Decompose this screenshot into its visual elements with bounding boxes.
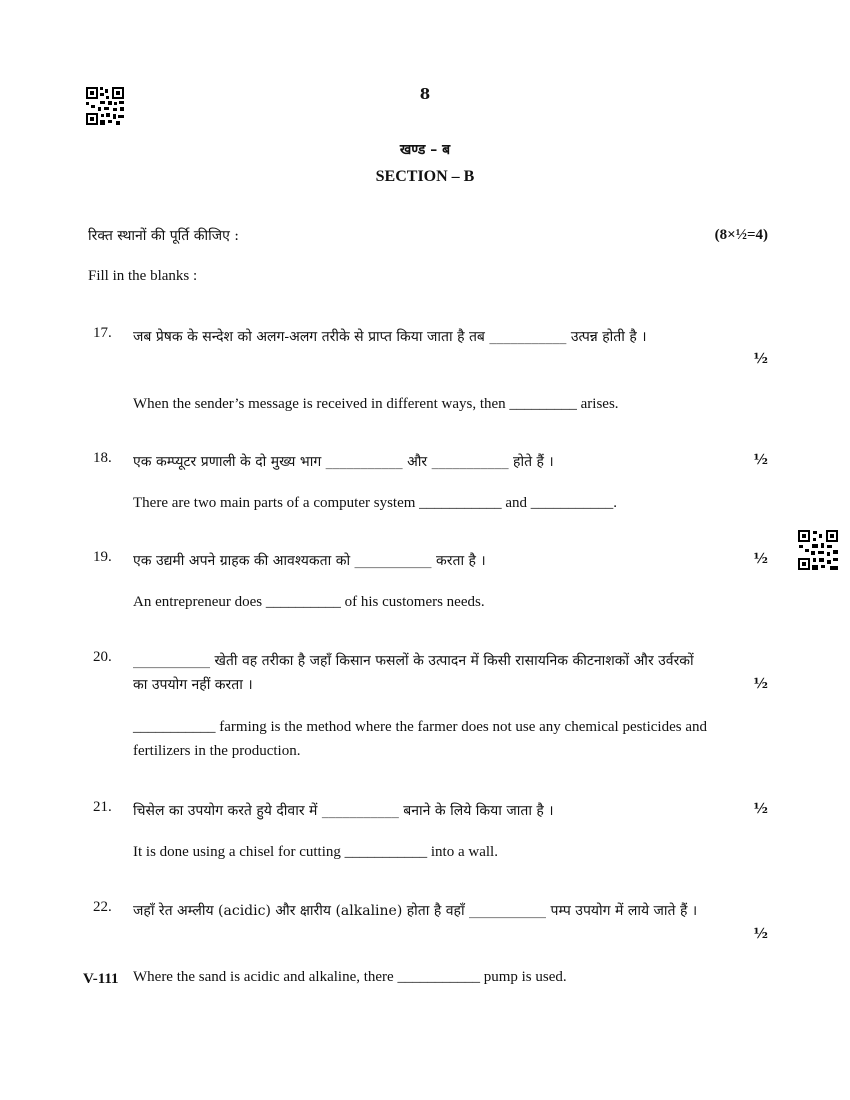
question-number: 21.	[93, 799, 112, 815]
question-number: 17.	[93, 325, 112, 341]
question-english: Where the sand is acidic and alkaline, there ___________ pump is used.	[133, 969, 567, 985]
question-marks: ½	[753, 676, 768, 692]
question-hindi: एक उद्यमी अपने ग्राहक की आवश्यकता को ___________ करता है ।	[133, 553, 486, 569]
question-english: An entrepreneur does __________ of his customers needs.	[133, 594, 485, 610]
question-number: 20.	[93, 649, 112, 665]
question-hindi: जहाँ रेत अम्लीय (acidic) और क्षारीय (alkaline) होता है वहाँ ___________ पम्प उपयोग में लाये जाते हैं ।	[133, 903, 698, 919]
question-marks: ½	[753, 801, 768, 817]
question-english: When the sender’s message is received in different ways, then _________ arises.	[133, 396, 619, 412]
question-marks: ½	[753, 926, 768, 942]
question-hindi: एक कम्प्यूटर प्रणाली के दो मुख्य भाग ___________ और ___________ होते हैं ।	[133, 454, 554, 470]
question-hindi: जब प्रेषक के सन्देश को अलग-अलग तरीके से प्राप्त किया जाता है तब ___________ उत्पन्न होती है ।	[133, 329, 647, 345]
section-title-english: SECTION – B	[375, 168, 475, 185]
paper-code: V-111	[83, 971, 119, 987]
question-number: 18.	[93, 450, 112, 466]
question-marks: ½	[753, 452, 768, 468]
section-title-hindi: खण्ड – ब	[399, 142, 451, 158]
page-number: 8	[419, 85, 431, 103]
instruction-hindi: रिक्त स्थानों की पूर्ति कीजिए :	[88, 228, 240, 244]
question-marks: ½	[753, 351, 768, 367]
question-english: ___________ farming is the method where the farmer does not use any chemical pesticides and fertilizers in the production.	[133, 719, 707, 759]
question-hindi: चिसेल का उपयोग करते हुये दीवार में ___________ बनाने के लिये किया जाता है ।	[133, 803, 554, 819]
instruction-english: Fill in the blanks :	[88, 268, 198, 284]
question-english: It is done using a chisel for cutting ___________ into a wall.	[133, 844, 498, 860]
question-english: There are two main parts of a computer system ___________ and ___________.	[133, 495, 618, 511]
total-marks: (8×½=4)	[714, 227, 768, 243]
qr-code-side	[798, 530, 838, 570]
question-number: 22.	[93, 899, 112, 915]
question-marks: ½	[753, 551, 768, 567]
question-number: 19.	[93, 549, 112, 565]
question-hindi: ___________ खेती वह तरीका है जहाँ किसान फसलों के उत्पादन में किसी रासायनिक कीटनाशकों और उर्वरकों का उपयोग नहीं करता ।	[133, 653, 694, 693]
